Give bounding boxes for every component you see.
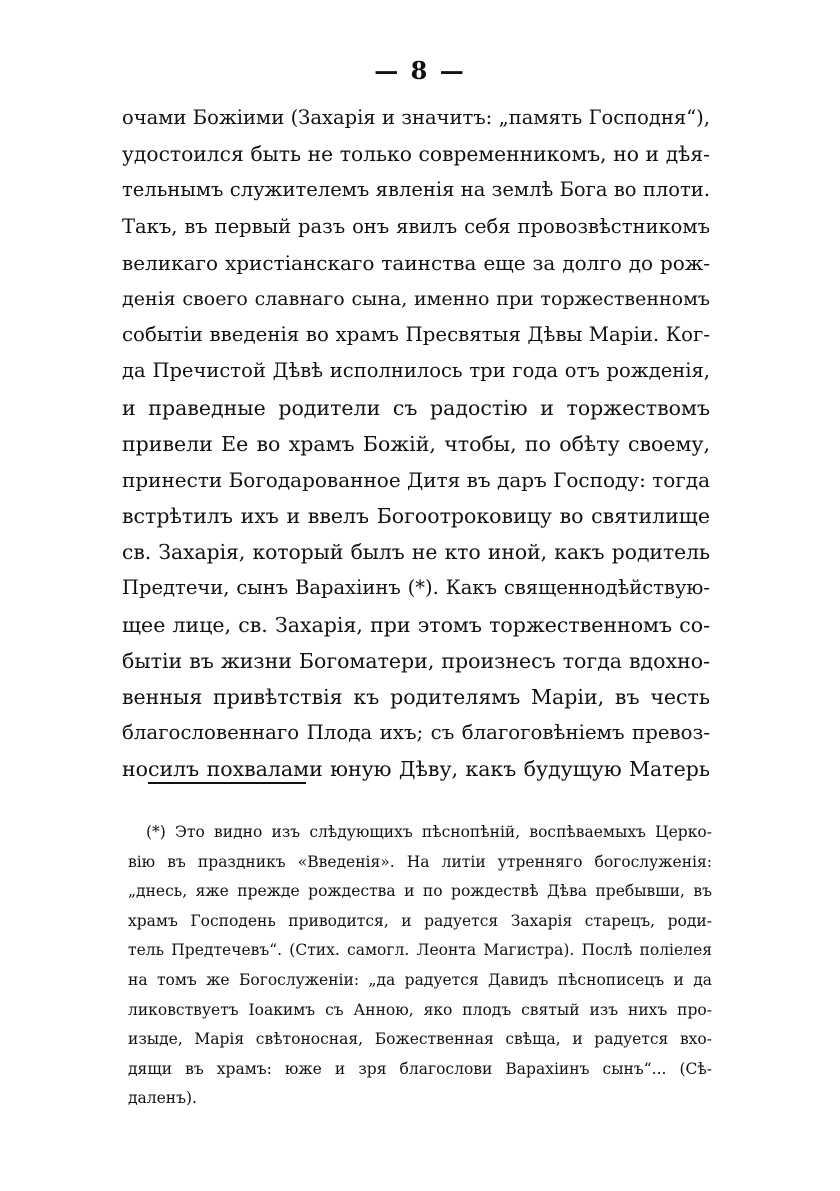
footnote-line: ликовствуетъ Іоакимъ съ Анною, яко плодъ святый изъ нихъ про- [128,1000,712,1019]
body-line: привели Ее во храмъ Божій, чтобы, по обѣту своему, [122,431,710,456]
footnote-line: (*) Это видно изъ слѣдующихъ пѣснопѣній, воспѣваемыхъ Церко- [146,823,712,841]
body-line: событіи введенія во храмъ Пресвятыя Дѣвы Маріи. Ког- [122,323,710,347]
body-line: тельнымъ служителемъ явленія на землѣ Бога во плоти. [122,178,710,202]
footnote-line: вію въ праздникъ «Введенія». На литіи утренняго богослуженія: [128,852,712,871]
body-line: денія своего славнаго сына, именно при торжественномъ [122,287,710,310]
footnote-line: изыде, Марія свѣтоносная, Божественная свѣща, и радуется вхо- [128,1030,712,1049]
body-line: да Пречистой Дѣвѣ исполнилось три года отъ рожденія, [122,359,710,383]
footnote-line: тель Предтечевъ“. (Стих. самогл. Леонта Магистра). Послѣ поліелея [128,941,712,960]
body-line: встрѣтилъ ихъ и ввелъ Богоотроковицу во святилище [122,504,710,529]
body-line: благословеннаго Плода ихъ; съ благоговѣніемъ превоз- [122,721,710,745]
body-line: удостоился быть не только современникомъ, но и дѣя- [122,142,710,167]
footnote-divider [148,782,306,784]
body-line: венныя привѣтствія къ родителямъ Маріи, въ честь [122,685,710,709]
footnote-line: храмъ Господень приводится, и радуется Захарія старецъ, роди- [128,911,712,930]
body-text [122,100,710,788]
footnote-line: даленъ). [128,1089,197,1108]
footnote-line: „днесь, яже прежде рождества и по рождествѣ Дѣва пребывши, въ [128,882,712,901]
body-line: св. Захарія, который былъ не кто иной, какъ родитель [122,540,710,565]
footnote-line: дящи въ храмъ: юже и зря благослови Варахіинъ сынъ“... (Сѣ- [128,1059,712,1078]
body-line: щее лице, св. Захарія, при этомъ торжественномъ со- [122,612,710,637]
body-line: бытіи въ жизни Богоматери, произнесъ тогда вдохно- [122,648,710,673]
footnote-line: на томъ же Богослуженіи: „да радуется Давидъ пѣснописецъ и да [128,970,712,989]
page-number: — 8 — [374,56,466,85]
body-line: великаго христіанскаго таинства еще за долго до рож- [122,250,710,275]
footnote [128,818,712,1114]
body-line: принести Богодарованное Дитя въ даръ Господу: тогда [122,467,710,492]
body-line: Такъ, въ первый разъ онъ явилъ себя провозвѣстникомъ [122,214,710,238]
body-line: носилъ похвалами юную Дѣву, какъ будущую Матерь [122,757,710,782]
body-line: и праведные родители съ радостію и торжествомъ [122,395,710,420]
body-line: Предтечи, сынъ Варахіинъ (*). Какъ священнодѣйствую- [122,576,710,600]
body-line: очами Божіими (Захарія и значитъ: „память Господня“), [122,106,710,129]
